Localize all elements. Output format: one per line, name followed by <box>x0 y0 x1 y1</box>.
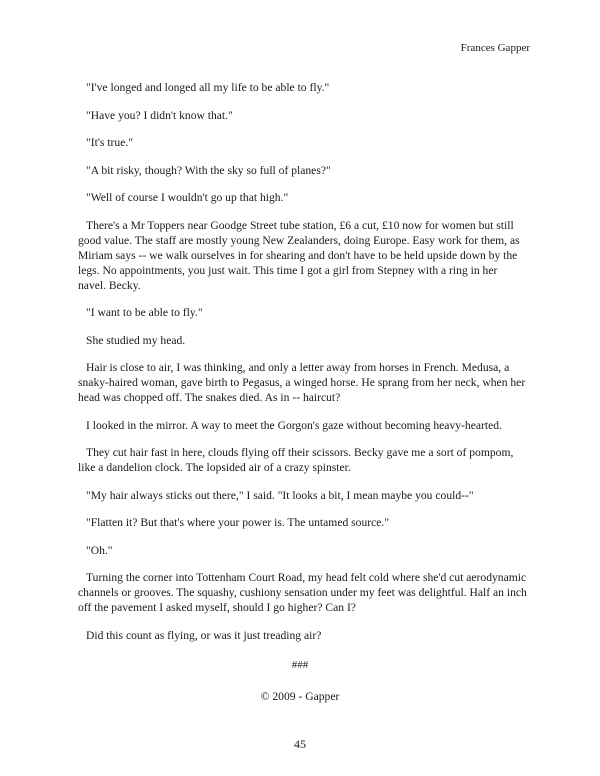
copyright-line: © 2009 - Gapper <box>260 690 340 703</box>
paragraph: "Oh." <box>86 543 113 557</box>
paragraph: I looked in the mirror. A way to meet the Gorgon's gaze without becoming heavy-hearted. <box>86 418 502 432</box>
paragraph: "I want to be able to fly." <box>86 306 203 319</box>
story-body <box>78 80 528 655</box>
paragraph: "Well of course I wouldn't go up that high." <box>86 191 289 204</box>
paragraph: "I've longed and longed all my life to be able to fly." <box>86 81 330 94</box>
paragraph: She studied my head. <box>86 333 186 347</box>
paragraph: "Flatten it? But that's where your power is. The untamed source." <box>86 516 390 529</box>
paragraph: "It's true." <box>86 136 133 149</box>
paragraph: Hair is close to air, I was thinking, and only a letter away from horses in French. Medusa, a snaky-haired woman, gave birth to Pegasus, a winged horse. He sprang from her neck, when her head was chopped off. The snakes died. As in -- haircut? <box>78 361 526 404</box>
paragraph: There's a Mr Toppers near Goodge Street tube station, £6 a cut, £10 now for women but still good value. The staff are mostly young New Zealanders, doing Europe. Easy work for them, as Miriam says -- we walk ourselves in for shearing and don't have to be held upside down by the legs. No appointments, you just wait. This time I got a girl from Stepney with a ring in her navel. Becky. <box>78 218 520 292</box>
running-header-author: Frances Gapper <box>460 42 530 54</box>
paragraph: "My hair always sticks out there," I said. "It looks a bit, I mean maybe you could--" <box>86 488 474 502</box>
paragraph: "Have you? I didn't know that." <box>86 108 233 122</box>
paragraph: "A bit risky, though? With the sky so full of planes?" <box>86 163 331 177</box>
paragraph: Did this count as flying, or was it just treading air? <box>86 628 322 642</box>
paragraph: Turning the corner into Tottenham Court Road, my head felt cold where she'd cut aerodynamic channels or grooves. The squashy, cushiony sensation under my feet was delightful. Half an inch off the pavement I asked myself, should I go higher? Can I? <box>78 571 527 614</box>
section-separator: ### <box>291 659 309 671</box>
paragraph: They cut hair fast in here, clouds flying off their scissors. Becky gave me a sort of pompom, like a dandelion clock. The lopsided air of a crazy spinster. <box>78 446 514 474</box>
page-number: 45 <box>294 737 306 751</box>
